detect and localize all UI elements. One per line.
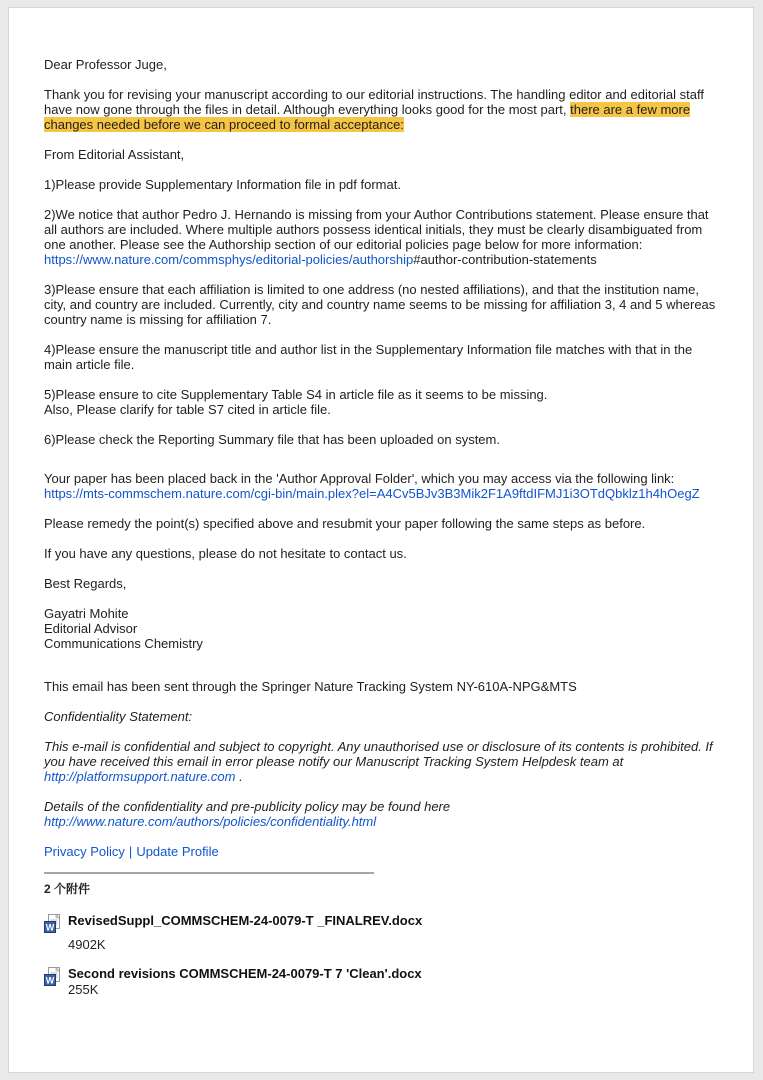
- author-approval-folder-link[interactable]: https://mts-commschem.nature.com/cgi-bin/main.plex?el=A4Cv5BJv3B3Mik2F1A9ftdIFMJ1i3OTdQbklz1h4hOegZ: [44, 486, 700, 501]
- attachments-divider: [44, 872, 374, 874]
- attachment-info: [68, 966, 422, 997]
- confidentiality-policy-link[interactable]: http://www.nature.com/authors/policies/confidentiality.html: [44, 814, 377, 829]
- point-6: 6)Please check the Reporting Summary file that has been uploaded on system.: [44, 432, 500, 447]
- email-message-panel: [8, 7, 754, 1073]
- privacy-policy-link[interactable]: Privacy Policy: [44, 844, 125, 859]
- email-body: [9, 8, 739, 997]
- signature-journal: Communications Chemistry: [44, 636, 203, 651]
- signature-name: Gayatri Mohite: [44, 606, 129, 621]
- confidentiality-period: .: [235, 769, 243, 784]
- attachment-filename[interactable]: RevisedSuppl_COMMSCHEM-24-0079-T _FINALREV.docx: [68, 913, 423, 928]
- point-1: 1)Please provide Supplementary Information file in pdf format.: [44, 177, 401, 192]
- confidentiality-text: This e-mail is confidential and subject to copyright. Any unauthorised use or disclosure of its contents is prohibited. If you have received this email in error please notify our Manuscript Tracking System Helpdesk team at: [44, 739, 713, 769]
- details-paragraph: [44, 799, 719, 829]
- point-5-line-1: 5)Please ensure to cite Supplementary Table S4 in article file as it seems to be missing.: [44, 387, 548, 402]
- highlighted-text: there are a few more changes needed before we can proceed to formal acceptance:: [44, 102, 691, 132]
- from-line: From Editorial Assistant,: [44, 147, 185, 162]
- attachment-info: [68, 913, 422, 952]
- questions-line: If you have any questions, please do not hesitate to contact us.: [44, 546, 407, 561]
- point-2-anchor: #author-contribution-statements: [413, 252, 597, 267]
- remedy-line: Please remedy the point(s) specified above and resubmit your paper following the same steps as before.: [44, 516, 646, 531]
- point-5: [44, 387, 719, 417]
- word-doc-icon: [44, 966, 68, 991]
- intro-paragraph: [44, 87, 719, 132]
- point-4: 4)Please ensure the manuscript title and author list in the Supplementary Information file matches with that in the main article file.: [44, 342, 693, 372]
- approval-text: Your paper has been placed back in the 'Author Approval Folder', which you may access via the following link:: [44, 471, 675, 486]
- svg-text:W: W: [45, 975, 55, 986]
- svg-text:W: W: [45, 922, 55, 933]
- confidentiality-paragraph: [44, 739, 719, 784]
- point-2-text: 2)We notice that author Pedro J. Hernando is missing from your Author Contributions statement. Please ensure that all authors are included. Where multiple authors possess identical initials, they must be clearly disambiguated from one another. Please see the Authorship section of our editorial policies page below for more information:: [44, 207, 709, 252]
- signature-title: Editorial Advisor: [44, 621, 138, 636]
- details-text: Details of the confidentiality and pre-publicity policy may be found here: [44, 799, 451, 814]
- point-5-line-2: Also, Please clarify for table S7 cited in article file.: [44, 402, 331, 417]
- attachment-row[interactable]: [44, 913, 719, 952]
- word-doc-icon: [44, 913, 68, 938]
- approval-paragraph: [44, 471, 719, 501]
- point-2: [44, 207, 719, 267]
- footer-links: [44, 844, 719, 859]
- platform-support-link[interactable]: http://platformsupport.nature.com: [44, 769, 236, 784]
- intro-text: Thank you for revising your manuscript according to our editorial instructions. The handling editor and editorial staff have now gone through the files in detail. Although everything looks good for the most part,: [44, 87, 704, 117]
- regards-line: Best Regards,: [44, 576, 127, 591]
- footer-separator: |: [128, 844, 133, 859]
- point-3: 3)Please ensure that each affiliation is limited to one address (no nested affiliations), and that the institution name, city, and country are included. Currently, city and country name seems to be missing for affiliation 3, 4 and 5 whereas country name is missing for affiliation 7.: [44, 282, 716, 327]
- greeting: Dear Professor Juge,: [44, 57, 167, 72]
- signature-block: [44, 606, 719, 651]
- attachment-filename[interactable]: Second revisions COMMSCHEM-24-0079-T 7 'Clean'.docx: [68, 966, 422, 981]
- attachments-count-label: 2 个附件: [44, 882, 91, 896]
- update-profile-link[interactable]: Update Profile: [136, 844, 219, 859]
- attachment-filesize: 4902K: [68, 937, 106, 952]
- sent-via-line: This email has been sent through the Springer Nature Tracking System NY-610A-NPG&MTS: [44, 679, 577, 694]
- confidentiality-title: Confidentiality Statement:: [44, 709, 193, 724]
- authorship-policy-link[interactable]: https://www.nature.com/commsphys/editorial-policies/authorship: [44, 252, 414, 267]
- attachment-filesize: 255K: [68, 982, 99, 997]
- attachment-row[interactable]: [44, 966, 719, 997]
